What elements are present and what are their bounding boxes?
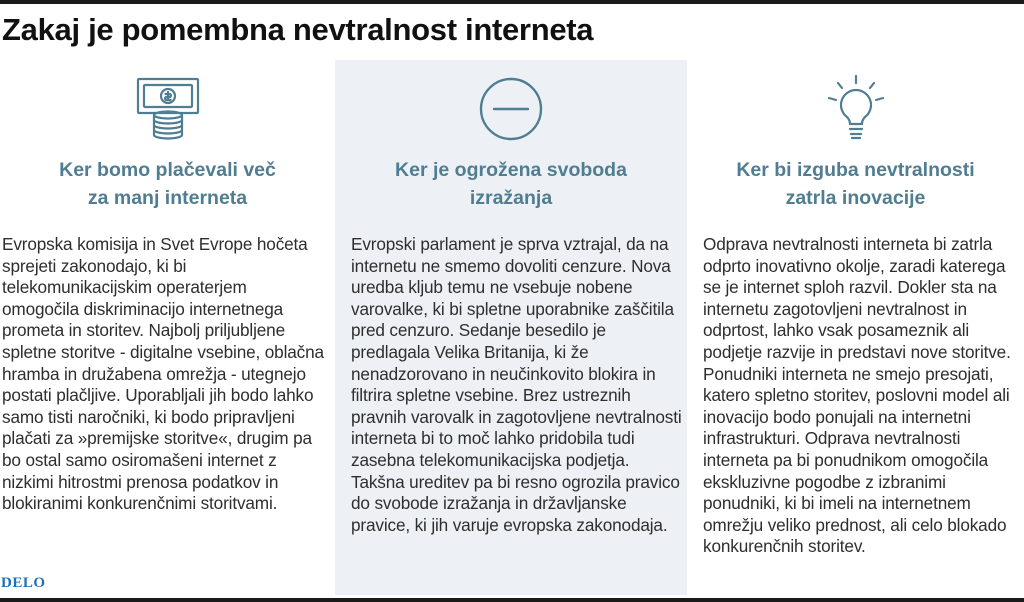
lightbulb-icon xyxy=(821,74,891,144)
column-body-text: Evropska komisija in Svet Evrope hočeta sprejeti zakonodajo, ki bi telekomunikacijskim operaterjem omogočila diskriminacijo internetnega prometa in storitev. Najbolj priljubljene spletne storitve - digitalne vsebine, oblačna hramba in družabena omrežja - utegnejo postati plačljive. Uporabljali jih bodo lahko samo tisti naročniki, ki bodo pripravljeni plačati za »premijske storitve«, drugim pa bo ostal samo osiromašeni internet z nizkimi hitrostmi prenosa podatkov in blokiranimi konkurenčnimi storitvami. xyxy=(2,234,324,514)
column-body-text: Odprava nevtralnosti interneta bi zatrla odprto inovativno okolje, zaradi katerega se je internet sploh razvil. Dokler sta na internetu zagotovljeni nevtralnost in odprtost, lahko vsak posameznik ali podjetje razvije in predstavi nove storitve. Ponudniki interneta ne smejo presojati, katero spletno storitev, poslovni model ali inovacijo bodo ponujali na internetni infrastrukturi. Odprava nevtralnosti interneta pa bi ponudnikom omogočila ekskluzivne pogodbe z izbranimi ponudniki, ki bi imeli na internetnem omrežju veliko prednost, ali celo blokado konkurenčnih storitev. xyxy=(703,234,1011,557)
page-title: Zakaj je pomembna nevtralnost interneta xyxy=(2,12,594,47)
icon-container xyxy=(335,74,687,150)
column-heading: Ker bi izguba nevtralnosti zatrla inovacije xyxy=(736,159,975,209)
delo-logo: DELO xyxy=(1,575,46,591)
column-body-text: Evropski parlament je sprva vztrajal, da na internetu ne smemo dovoliti cenzure. Nova uredba kljub temu ne vsebuje nobene varovalke, ki bi spletne uporabnike zaščitila pred cenzuro. Sedanje besedilo je predlagala Velika Britanija, ki že nenadzorovano in neučinkovito blokira in filtrira spletne vsebine. Brez ustreznih pravnih varovalk in zagotovljene nevtralnosti interneta bi to moč lahko pridobila tudi zasebna telekomunikacijska podjetja. Takšna ureditev pa bi resno ogrozila pravico do svobode izražanja in državljanske pravice, ki jih varuje evropska zakonodaja. xyxy=(351,234,682,535)
column-heading: Ker je ogrožena svoboda izražanja xyxy=(395,159,627,209)
money-stack-icon xyxy=(133,74,203,144)
column-freedom-of-expression xyxy=(335,60,687,590)
bottom-rule xyxy=(0,598,1024,602)
column-pay-more xyxy=(0,60,335,590)
top-rule xyxy=(0,0,1024,4)
icon-container xyxy=(0,74,335,150)
column-innovation xyxy=(687,60,1024,590)
column-heading: Ker bomo plačevali več za manj interneta xyxy=(59,159,276,209)
minus-circle-icon xyxy=(476,74,546,144)
icon-container xyxy=(687,74,1024,150)
